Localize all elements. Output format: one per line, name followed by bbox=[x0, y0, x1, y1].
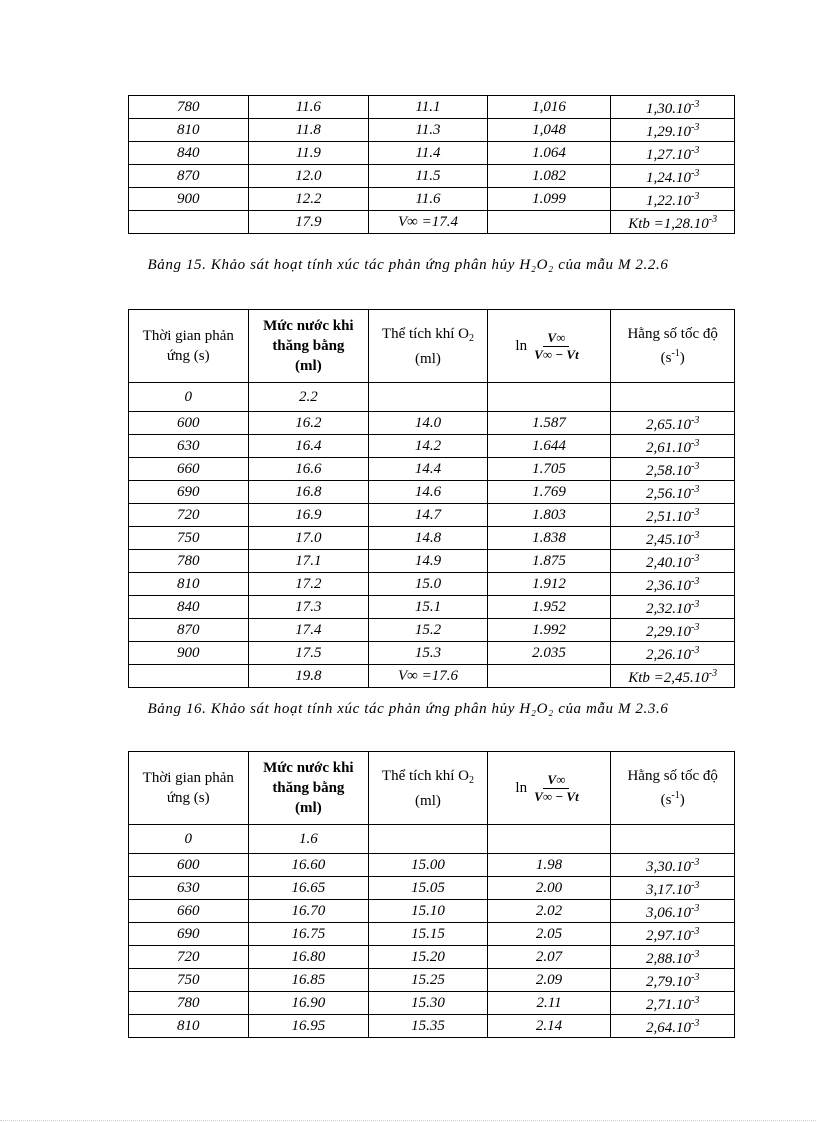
cell-volume: 11.6 bbox=[369, 188, 488, 211]
table15-header bbox=[129, 310, 735, 383]
cell-level: 16.70 bbox=[248, 900, 369, 923]
table-row bbox=[129, 1015, 735, 1038]
header-rate-constant: Hằng số tốc độ $(s^{-1})$ bbox=[611, 752, 735, 825]
table-row bbox=[129, 923, 735, 946]
cell-rate-constant: $2,32.10^{-3}$ bbox=[611, 596, 735, 619]
table-row bbox=[129, 527, 735, 550]
table-row bbox=[129, 573, 735, 596]
table-row bbox=[129, 619, 735, 642]
table-top-body bbox=[129, 96, 735, 211]
cell-ln: 1.064 bbox=[487, 142, 611, 165]
cell-ln: 1.838 bbox=[487, 527, 611, 550]
cell-level: 16.2 bbox=[248, 412, 369, 435]
cell-ln: 2.00 bbox=[487, 877, 611, 900]
cell-time: 780 bbox=[129, 992, 249, 1015]
table16-caption: Bảng 16. Khảo sát hoạt tính xúc tác phản ứng phân hủy H₂O₂ của mẫu M 2.3.6 bbox=[147, 701, 669, 717]
table-row bbox=[129, 854, 735, 877]
cell-level: 1.6 bbox=[248, 825, 369, 854]
cell-volume: 14.8 bbox=[369, 527, 488, 550]
cell-volume: 14.0 bbox=[369, 412, 488, 435]
cell-ktb: Ktb $=1,28.10^{-3}$ bbox=[611, 211, 735, 234]
table-row bbox=[129, 412, 735, 435]
cell-level: 11.9 bbox=[248, 142, 369, 165]
cell-level: 16.60 bbox=[248, 854, 369, 877]
cell-ln: 2.05 bbox=[487, 923, 611, 946]
cell-vinf: V∞ =17.6 bbox=[369, 665, 488, 688]
cell-ln: 1.587 bbox=[487, 412, 611, 435]
cell-rate-constant: $2,56.10^{-3}$ bbox=[611, 481, 735, 504]
table15-caption: Bảng 15. Khảo sát hoạt tính xúc tác phản ứng phân hủy H₂O₂ của mẫu M 2.2.6 bbox=[147, 257, 669, 273]
cell-time: 750 bbox=[129, 527, 249, 550]
cell-volume: 14.6 bbox=[369, 481, 488, 504]
cell-time: 630 bbox=[129, 435, 249, 458]
table-row bbox=[129, 165, 735, 188]
cell-ln: 1.099 bbox=[487, 188, 611, 211]
cell-rate-constant: $2,65.10^{-3}$ bbox=[611, 412, 735, 435]
header-water-level: Mức nước khi thăng bằng (ml) bbox=[248, 310, 369, 383]
cell-ln: 1.992 bbox=[487, 619, 611, 642]
cell-rate-constant: $3,30.10^{-3}$ bbox=[611, 854, 735, 877]
cell-rate-constant: $1,29.10^{-3}$ bbox=[611, 119, 735, 142]
cell-rate-constant: $1,30.10^{-3}$ bbox=[611, 96, 735, 119]
cell-time: 0 bbox=[129, 825, 249, 854]
cell-level: 17.1 bbox=[248, 550, 369, 573]
cell-time: 600 bbox=[129, 412, 249, 435]
table16-header bbox=[129, 752, 735, 825]
cell-volume: 15.2 bbox=[369, 619, 488, 642]
cell-rate-constant: $1,22.10^{-3}$ bbox=[611, 188, 735, 211]
cell-volume: 15.3 bbox=[369, 642, 488, 665]
cell-level: 12.2 bbox=[248, 188, 369, 211]
cell-ln: 2.02 bbox=[487, 900, 611, 923]
header-water-level: Mức nước khi thăng bằng (ml) bbox=[248, 752, 369, 825]
table-row bbox=[129, 992, 735, 1015]
summary-row bbox=[129, 665, 735, 688]
cell-rate-constant: $2,88.10^{-3}$ bbox=[611, 946, 735, 969]
cell-rate-constant: $2,40.10^{-3}$ bbox=[611, 550, 735, 573]
table15-body bbox=[129, 412, 735, 665]
cell-time: 780 bbox=[129, 550, 249, 573]
cell-ln: 1.803 bbox=[487, 504, 611, 527]
cell-time: 750 bbox=[129, 969, 249, 992]
cell-vinf: V∞ =17.4 bbox=[369, 211, 488, 234]
cell-rate-constant: $2,51.10^{-3}$ bbox=[611, 504, 735, 527]
cell-volume: 15.25 bbox=[369, 969, 488, 992]
header-rate-constant: Hằng số tốc độ $(s^{-1})$ bbox=[611, 310, 735, 383]
cell-level: 16.80 bbox=[248, 946, 369, 969]
cell-volume: 15.30 bbox=[369, 992, 488, 1015]
cell-volume: 15.00 bbox=[369, 854, 488, 877]
table-row bbox=[129, 969, 735, 992]
cell-ln: 1.952 bbox=[487, 596, 611, 619]
table16-body bbox=[129, 854, 735, 1038]
cell-volume: 11.3 bbox=[369, 119, 488, 142]
table-row bbox=[129, 458, 735, 481]
cell-level: 16.75 bbox=[248, 923, 369, 946]
cell-volume: 15.1 bbox=[369, 596, 488, 619]
cell-level: 17.5 bbox=[248, 642, 369, 665]
cell-ln: 1.912 bbox=[487, 573, 611, 596]
cell-time: 660 bbox=[129, 900, 249, 923]
table-row bbox=[129, 900, 735, 923]
table-row bbox=[129, 642, 735, 665]
cell-time: 630 bbox=[129, 877, 249, 900]
cell-time: 0 bbox=[129, 383, 249, 412]
cell-volume: 15.35 bbox=[369, 1015, 488, 1038]
header-ln-formula: ln $\frac{V\infty}{V\infty - Vt}$ bbox=[487, 310, 611, 383]
cell-level: 17.3 bbox=[248, 596, 369, 619]
cell-volume: 14.2 bbox=[369, 435, 488, 458]
header-time: Thời gian phản ứng (s) bbox=[129, 752, 249, 825]
cell-time: 810 bbox=[129, 573, 249, 596]
table-row bbox=[129, 550, 735, 573]
cell-rate-constant: $3,06.10^{-3}$ bbox=[611, 900, 735, 923]
cell-rate-constant: $1,27.10^{-3}$ bbox=[611, 142, 735, 165]
cell-rate-constant: $2,79.10^{-3}$ bbox=[611, 969, 735, 992]
cell-level: 11.8 bbox=[248, 119, 369, 142]
summary-row bbox=[129, 211, 735, 234]
cell-time: 720 bbox=[129, 946, 249, 969]
table-row bbox=[129, 481, 735, 504]
cell-rate-constant: $2,71.10^{-3}$ bbox=[611, 992, 735, 1015]
header-ln-formula: ln $\frac{V\infty}{V\infty - Vt}$ bbox=[487, 752, 611, 825]
cell-level: 16.65 bbox=[248, 877, 369, 900]
cell-level: 16.8 bbox=[248, 481, 369, 504]
initial-row bbox=[129, 383, 735, 412]
cell-volume: 15.10 bbox=[369, 900, 488, 923]
table-row bbox=[129, 596, 735, 619]
cell-time: 870 bbox=[129, 619, 249, 642]
table-row bbox=[129, 435, 735, 458]
cell-volume: 15.15 bbox=[369, 923, 488, 946]
cell-volume: 14.7 bbox=[369, 504, 488, 527]
cell-level: 11.6 bbox=[248, 96, 369, 119]
cell-ln: 1.705 bbox=[487, 458, 611, 481]
cell-volume: 11.4 bbox=[369, 142, 488, 165]
cell-volume: 14.9 bbox=[369, 550, 488, 573]
cell-time: 840 bbox=[129, 596, 249, 619]
cell-level: 17.0 bbox=[248, 527, 369, 550]
table-row bbox=[129, 119, 735, 142]
cell-time: 600 bbox=[129, 854, 249, 877]
cell-volume: 15.20 bbox=[369, 946, 488, 969]
cell-ktb: Ktb $=2,45.10^{-3}$ bbox=[611, 665, 735, 688]
table-row bbox=[129, 877, 735, 900]
cell-ln: 1.875 bbox=[487, 550, 611, 573]
cell-time: 660 bbox=[129, 458, 249, 481]
cell-ln: 2.07 bbox=[487, 946, 611, 969]
cell-ln: 2.11 bbox=[487, 992, 611, 1015]
table-row bbox=[129, 188, 735, 211]
cell-ln: 2.14 bbox=[487, 1015, 611, 1038]
cell-time: 810 bbox=[129, 1015, 249, 1038]
cell-level: 17.2 bbox=[248, 573, 369, 596]
cell-rate-constant: $2,26.10^{-3}$ bbox=[611, 642, 735, 665]
cell-ln: 1.769 bbox=[487, 481, 611, 504]
cell-level: 16.6 bbox=[248, 458, 369, 481]
cell-rate-constant: $3,17.10^{-3}$ bbox=[611, 877, 735, 900]
page-bottom-divider bbox=[0, 1120, 816, 1121]
cell-level: 16.85 bbox=[248, 969, 369, 992]
cell-ln: 2.09 bbox=[487, 969, 611, 992]
cell-time: 840 bbox=[129, 142, 249, 165]
header-gas-volume: Thể tích khí $O_2$ (ml) bbox=[369, 310, 488, 383]
table-row bbox=[129, 96, 735, 119]
cell-time: 690 bbox=[129, 923, 249, 946]
cell-ln: 1.98 bbox=[487, 854, 611, 877]
cell-volume: 11.1 bbox=[369, 96, 488, 119]
table-row bbox=[129, 142, 735, 165]
cell-volume: 11.5 bbox=[369, 165, 488, 188]
cell-time: 810 bbox=[129, 119, 249, 142]
cell-time: 900 bbox=[129, 642, 249, 665]
table16 bbox=[128, 751, 735, 1038]
header-gas-volume: Thể tích khí $O_2$ (ml) bbox=[369, 752, 488, 825]
cell-level: 17.4 bbox=[248, 619, 369, 642]
cell-level: 16.95 bbox=[248, 1015, 369, 1038]
cell-level: 16.90 bbox=[248, 992, 369, 1015]
cell-rate-constant: $2,45.10^{-3}$ bbox=[611, 527, 735, 550]
cell-level: 12.0 bbox=[248, 165, 369, 188]
cell-time: 900 bbox=[129, 188, 249, 211]
initial-row bbox=[129, 825, 735, 854]
cell-rate-constant: $2,29.10^{-3}$ bbox=[611, 619, 735, 642]
cell-rate-constant: $2,36.10^{-3}$ bbox=[611, 573, 735, 596]
cell-level: 16.9 bbox=[248, 504, 369, 527]
cell-ln: 1.644 bbox=[487, 435, 611, 458]
table-row bbox=[129, 504, 735, 527]
table15 bbox=[128, 309, 735, 688]
cell-rate-constant: $2,61.10^{-3}$ bbox=[611, 435, 735, 458]
cell-rate-constant: $2,97.10^{-3}$ bbox=[611, 923, 735, 946]
cell-time: 780 bbox=[129, 96, 249, 119]
cell-level: 2.2 bbox=[248, 383, 369, 412]
cell-level: 16.4 bbox=[248, 435, 369, 458]
table-top-continuation bbox=[128, 95, 735, 234]
cell-volume: 15.05 bbox=[369, 877, 488, 900]
header-time: Thời gian phản ứng (s) bbox=[129, 310, 249, 383]
cell-ln: 1.082 bbox=[487, 165, 611, 188]
cell-level: 19.8 bbox=[248, 665, 369, 688]
cell-ln: 1,016 bbox=[487, 96, 611, 119]
table-row bbox=[129, 946, 735, 969]
cell-ln: 1,048 bbox=[487, 119, 611, 142]
cell-rate-constant: $2,64.10^{-3}$ bbox=[611, 1015, 735, 1038]
cell-volume: 15.0 bbox=[369, 573, 488, 596]
cell-time: 720 bbox=[129, 504, 249, 527]
cell-ln: 2.035 bbox=[487, 642, 611, 665]
cell-rate-constant: $2,58.10^{-3}$ bbox=[611, 458, 735, 481]
cell-time: 690 bbox=[129, 481, 249, 504]
cell-level: 17.9 bbox=[248, 211, 369, 234]
cell-rate-constant: $1,24.10^{-3}$ bbox=[611, 165, 735, 188]
cell-volume: 14.4 bbox=[369, 458, 488, 481]
cell-time: 870 bbox=[129, 165, 249, 188]
